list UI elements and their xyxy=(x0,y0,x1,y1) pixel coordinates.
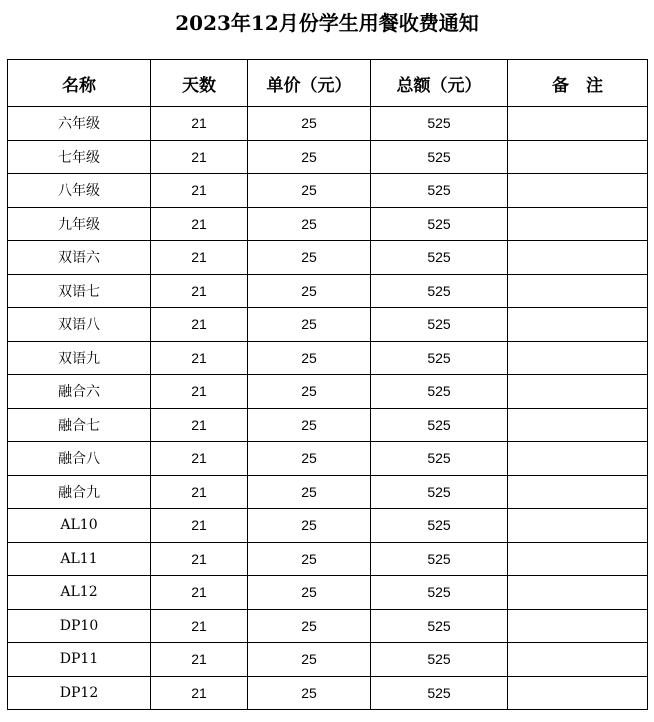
row-days-cell: 21 xyxy=(151,609,248,643)
table-row xyxy=(8,576,648,610)
row-total-cell: 525 xyxy=(371,609,508,643)
row-name-cell: DP12 xyxy=(8,676,151,710)
row-unit-price-cell: 25 xyxy=(248,509,371,543)
row-unit-price-cell: 25 xyxy=(248,107,371,141)
table-body xyxy=(8,107,648,710)
table-row xyxy=(8,643,648,677)
row-total-cell: 525 xyxy=(371,408,508,442)
row-note-cell xyxy=(508,676,648,710)
page-title: 2023年12月份学生用餐收费通知 xyxy=(175,11,479,35)
header-name: 名称 xyxy=(8,60,151,107)
row-note-cell xyxy=(508,442,648,476)
table-row xyxy=(8,676,648,710)
row-name-cell: 融合六 xyxy=(8,375,151,409)
row-note-cell xyxy=(508,241,648,275)
table-row xyxy=(8,174,648,208)
row-note-cell xyxy=(508,174,648,208)
row-name-cell: 双语八 xyxy=(8,308,151,342)
row-unit-price-cell: 25 xyxy=(248,274,371,308)
row-name-cell: 融合九 xyxy=(8,475,151,509)
row-unit-price-cell: 25 xyxy=(248,241,371,275)
row-days-cell: 21 xyxy=(151,643,248,677)
row-total-cell: 525 xyxy=(371,341,508,375)
row-unit-price-cell: 25 xyxy=(248,475,371,509)
row-note-cell xyxy=(508,408,648,442)
row-total-cell: 525 xyxy=(371,174,508,208)
row-total-cell: 525 xyxy=(371,676,508,710)
row-days-cell: 21 xyxy=(151,207,248,241)
header-note: 备 注 xyxy=(508,60,648,107)
row-days-cell: 21 xyxy=(151,676,248,710)
row-days-cell: 21 xyxy=(151,542,248,576)
row-unit-price-cell: 25 xyxy=(248,341,371,375)
table-row xyxy=(8,375,648,409)
row-name-cell: 九年级 xyxy=(8,207,151,241)
row-name-cell: AL11 xyxy=(8,542,151,576)
row-total-cell: 525 xyxy=(371,576,508,610)
row-unit-price-cell: 25 xyxy=(248,609,371,643)
table-row xyxy=(8,408,648,442)
row-note-cell xyxy=(508,274,648,308)
row-note-cell xyxy=(508,341,648,375)
row-note-cell xyxy=(508,643,648,677)
table-row xyxy=(8,241,648,275)
table-row xyxy=(8,274,648,308)
row-total-cell: 525 xyxy=(371,475,508,509)
row-total-cell: 525 xyxy=(371,308,508,342)
table-row xyxy=(8,341,648,375)
row-unit-price-cell: 25 xyxy=(248,576,371,610)
row-name-cell: DP11 xyxy=(8,643,151,677)
row-unit-price-cell: 25 xyxy=(248,442,371,476)
row-unit-price-cell: 25 xyxy=(248,643,371,677)
row-name-cell: 双语九 xyxy=(8,341,151,375)
row-days-cell: 21 xyxy=(151,308,248,342)
row-days-cell: 21 xyxy=(151,341,248,375)
row-note-cell xyxy=(508,140,648,174)
row-name-cell: AL12 xyxy=(8,576,151,610)
row-total-cell: 525 xyxy=(371,509,508,543)
row-days-cell: 21 xyxy=(151,442,248,476)
table-row xyxy=(8,107,648,141)
row-note-cell xyxy=(508,207,648,241)
row-days-cell: 21 xyxy=(151,140,248,174)
header-unit-price: 单价（元） xyxy=(248,60,371,107)
row-note-cell xyxy=(508,375,648,409)
header-days: 天数 xyxy=(151,60,248,107)
table-row xyxy=(8,308,648,342)
row-days-cell: 21 xyxy=(151,174,248,208)
row-note-cell xyxy=(508,609,648,643)
row-total-cell: 525 xyxy=(371,542,508,576)
row-unit-price-cell: 25 xyxy=(248,542,371,576)
row-unit-price-cell: 25 xyxy=(248,408,371,442)
table-row xyxy=(8,509,648,543)
row-total-cell: 525 xyxy=(371,241,508,275)
row-unit-price-cell: 25 xyxy=(248,140,371,174)
table-row xyxy=(8,442,648,476)
row-total-cell: 525 xyxy=(371,643,508,677)
row-total-cell: 525 xyxy=(371,442,508,476)
row-unit-price-cell: 25 xyxy=(248,375,371,409)
meal-fee-table xyxy=(7,59,648,710)
row-days-cell: 21 xyxy=(151,475,248,509)
row-note-cell xyxy=(508,576,648,610)
row-name-cell: 七年级 xyxy=(8,140,151,174)
row-total-cell: 525 xyxy=(371,107,508,141)
table-row xyxy=(8,475,648,509)
table-row xyxy=(8,542,648,576)
row-name-cell: AL10 xyxy=(8,509,151,543)
row-days-cell: 21 xyxy=(151,408,248,442)
row-name-cell: 双语六 xyxy=(8,241,151,275)
row-note-cell xyxy=(508,107,648,141)
row-name-cell: DP10 xyxy=(8,609,151,643)
row-note-cell xyxy=(508,475,648,509)
row-days-cell: 21 xyxy=(151,241,248,275)
row-note-cell xyxy=(508,509,648,543)
row-unit-price-cell: 25 xyxy=(248,676,371,710)
table-header-row xyxy=(8,60,648,107)
row-name-cell: 八年级 xyxy=(8,174,151,208)
row-note-cell xyxy=(508,542,648,576)
row-total-cell: 525 xyxy=(371,207,508,241)
row-days-cell: 21 xyxy=(151,274,248,308)
row-unit-price-cell: 25 xyxy=(248,308,371,342)
row-days-cell: 21 xyxy=(151,509,248,543)
row-name-cell: 融合七 xyxy=(8,408,151,442)
row-total-cell: 525 xyxy=(371,274,508,308)
row-days-cell: 21 xyxy=(151,375,248,409)
row-total-cell: 525 xyxy=(371,140,508,174)
header-total: 总额（元） xyxy=(371,60,508,107)
row-total-cell: 525 xyxy=(371,375,508,409)
row-days-cell: 21 xyxy=(151,576,248,610)
row-name-cell: 融合八 xyxy=(8,442,151,476)
row-days-cell: 21 xyxy=(151,107,248,141)
row-unit-price-cell: 25 xyxy=(248,207,371,241)
table-row xyxy=(8,140,648,174)
row-note-cell xyxy=(508,308,648,342)
row-name-cell: 双语七 xyxy=(8,274,151,308)
row-name-cell: 六年级 xyxy=(8,107,151,141)
table-row xyxy=(8,609,648,643)
table-row xyxy=(8,207,648,241)
row-unit-price-cell: 25 xyxy=(248,174,371,208)
